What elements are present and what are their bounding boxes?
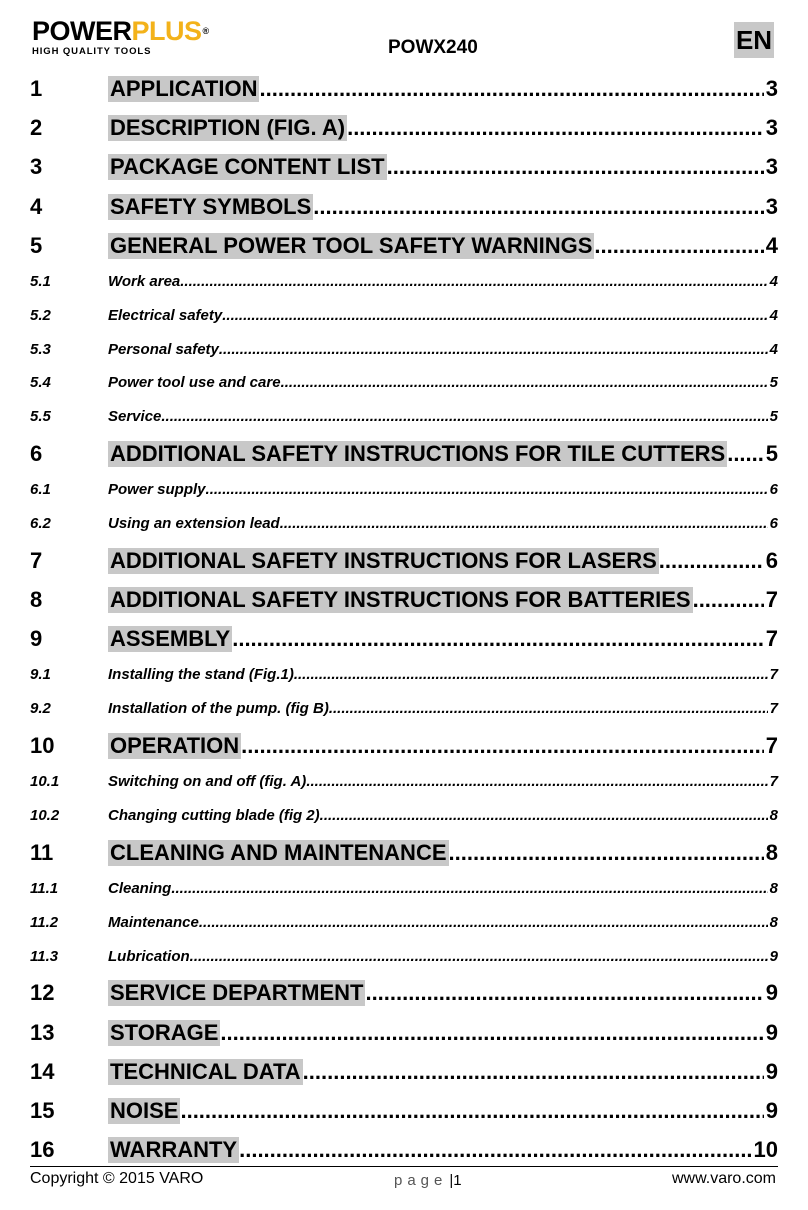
toc-entry-page: 7: [765, 626, 778, 652]
toc-entry-page: 7: [769, 700, 778, 718]
language-badge: EN: [734, 22, 774, 58]
toc-entry-page: 4: [769, 273, 778, 290]
toc-entry-title[interactable]: Installing the stand (Fig.1): [108, 666, 294, 684]
toc-section-row[interactable]: [30, 945, 778, 967]
toc-entry-page: 3: [765, 115, 778, 141]
toc-entry-page: 3: [765, 193, 778, 219]
toc-dot-leader: [594, 233, 763, 259]
toc-dot-leader: [306, 772, 767, 792]
toc-entry-number: 3: [30, 154, 43, 180]
toc-dot-leader: [206, 480, 768, 500]
toc-entry-title[interactable]: APPLICATION: [110, 76, 258, 101]
toc-dot-leader: [347, 115, 764, 141]
toc-entry-page: 6: [765, 547, 778, 573]
toc-dot-leader: [281, 373, 768, 393]
toc-section-row[interactable]: [30, 770, 778, 792]
toc-dot-leader: [365, 980, 763, 1006]
toc-entry-number: 6.1: [30, 481, 51, 499]
toc-entry-page: 4: [769, 340, 778, 358]
model-number: POWX240: [388, 37, 478, 58]
toc-entry-number: 5.4: [30, 374, 51, 392]
toc-chapter-row[interactable]: [30, 439, 778, 467]
toc-entry-title[interactable]: STORAGE: [110, 1019, 219, 1045]
toc-section-row[interactable]: [30, 338, 778, 360]
toc-chapter-row[interactable]: [30, 838, 778, 866]
toc-entry-title[interactable]: Service: [108, 408, 162, 426]
toc-chapter-row[interactable]: [30, 231, 778, 259]
toc-entry-page: 8: [765, 839, 778, 865]
toc-entry-page: 6: [769, 481, 778, 499]
toc-entry-title[interactable]: ADDITIONAL SAFETY INSTRUCTIONS FOR TILE CUTTERS: [110, 441, 726, 466]
copyright-notice: Copyright © 2015 VARO: [30, 1170, 204, 1187]
toc-chapter-row[interactable]: [30, 585, 778, 613]
toc-entry-number: 9.2: [30, 700, 51, 718]
toc-entry-page: 8: [769, 913, 778, 931]
toc-entry-page: 6: [769, 515, 778, 532]
toc-entry-title[interactable]: ASSEMBLY: [110, 626, 231, 652]
toc-entry-number: 1: [30, 76, 43, 101]
toc-entry-number: 5.2: [30, 306, 51, 324]
toc-entry-title[interactable]: Work area: [108, 273, 181, 290]
toc-entry-number: 9: [30, 626, 43, 652]
toc-section-row[interactable]: [30, 371, 778, 393]
toc-chapter-row[interactable]: [30, 1018, 778, 1046]
toc-section-row[interactable]: [30, 270, 778, 292]
toc-entry-title[interactable]: TECHNICAL DATA: [110, 1058, 301, 1084]
toc-entry-number: 11.2: [30, 913, 59, 931]
toc-entry-number: 10.2: [30, 807, 60, 824]
toc-entry-page: 7: [769, 773, 778, 791]
toc-entry-number: 4: [30, 193, 43, 219]
toc-entry-title[interactable]: Cleaning: [108, 880, 172, 897]
logo-registered-mark: ®: [202, 26, 209, 36]
toc-entry-number: 11.3: [30, 947, 59, 965]
toc-entry-page: 7: [769, 666, 778, 684]
toc-entry-number: 6: [30, 441, 43, 466]
logo-power-text: POWER: [32, 16, 132, 46]
toc-entry-title[interactable]: Electrical safety: [108, 306, 223, 324]
toc-entry-title[interactable]: Personal safety: [108, 340, 219, 358]
toc-entry-title[interactable]: GENERAL POWER TOOL SAFETY WARNINGS: [110, 232, 593, 258]
toc-dot-leader: [241, 733, 764, 759]
toc-dot-leader: [449, 840, 764, 866]
toc-entry-page: 8: [769, 807, 778, 824]
toc-entry-page: 5: [769, 374, 778, 392]
toc-chapter-row[interactable]: [30, 978, 778, 1006]
toc-entry-title[interactable]: Lubrication: [108, 947, 190, 965]
toc-entry-title[interactable]: CLEANING AND MAINTENANCE: [110, 839, 447, 865]
toc-entry-title[interactable]: Power tool use and care: [108, 374, 281, 392]
toc-entry-title[interactable]: WARRANTY: [110, 1137, 238, 1163]
toc-dot-leader: [220, 1020, 763, 1046]
toc-dot-leader: [219, 340, 768, 360]
logo-tagline: HIGH QUALITY TOOLS: [32, 46, 152, 57]
toc-entry-number: 5.1: [30, 273, 51, 290]
toc-dot-leader: [161, 407, 767, 427]
toc-section-row[interactable]: [30, 697, 778, 719]
toc-dot-leader: [222, 306, 767, 326]
toc-entry-page: 3: [765, 76, 778, 101]
toc-entry-title[interactable]: DESCRIPTION (FIG. A): [110, 115, 346, 141]
page-footer: [30, 1170, 778, 1194]
toc-entry-title[interactable]: ADDITIONAL SAFETY INSTRUCTIONS FOR LASERS: [110, 547, 657, 573]
toc-entry-title[interactable]: SAFETY SYMBOLS: [110, 193, 312, 219]
toc-dot-leader: [303, 1059, 764, 1085]
toc-dot-leader: [180, 1098, 763, 1124]
toc-entry-number: 7: [30, 547, 43, 573]
toc-entry-page: 9: [765, 980, 778, 1006]
toc-entry-title[interactable]: SERVICE DEPARTMENT: [110, 980, 364, 1006]
toc-entry-title[interactable]: OPERATION: [110, 733, 240, 758]
footer-divider: [30, 1166, 778, 1167]
toc-chapter-row[interactable]: [30, 546, 778, 574]
toc-entry-number: 8: [30, 587, 43, 612]
page-indicator: [394, 1172, 462, 1189]
toc-section-row[interactable]: [30, 512, 778, 534]
powerplus-logo: [32, 18, 252, 58]
toc-entry-number: 5.3: [30, 340, 51, 358]
toc-entry-number: 5.5: [30, 408, 51, 426]
toc-dot-leader: [659, 548, 764, 574]
toc-entry-title[interactable]: Maintenance: [108, 913, 199, 931]
toc-entry-title[interactable]: PACKAGE CONTENT LIST: [110, 154, 385, 180]
page-label: page: [394, 1172, 448, 1189]
toc-entry-title[interactable]: Installation of the pump. (fig B): [108, 700, 329, 718]
toc-dot-leader: [259, 76, 763, 102]
page-header: [0, 0, 808, 70]
toc-entry-number: 14: [30, 1058, 55, 1084]
toc-entry-page: 9: [769, 947, 778, 965]
toc-entry-number: 9.1: [30, 666, 51, 684]
toc-section-row[interactable]: [30, 804, 778, 826]
toc-dot-leader: [329, 699, 768, 719]
toc-entry-number: 10: [30, 733, 55, 758]
toc-dot-leader: [313, 194, 763, 220]
toc-entry-title[interactable]: Power supply: [108, 481, 206, 499]
toc-dot-leader: [280, 514, 768, 534]
toc-chapter-row[interactable]: [30, 731, 778, 759]
toc-dot-leader: [199, 913, 768, 933]
toc-dot-leader: [239, 1137, 751, 1163]
toc-entry-page: 7: [765, 733, 778, 758]
toc-chapter-row[interactable]: [30, 624, 778, 652]
toc-section-row[interactable]: [30, 304, 778, 326]
toc-dot-leader: [180, 272, 767, 292]
toc-entry-number: 13: [30, 1019, 55, 1045]
toc-chapter-row[interactable]: [30, 152, 778, 180]
toc-entry-number: 2: [30, 115, 43, 141]
toc-section-row[interactable]: [30, 405, 778, 427]
toc-entry-page: 4: [769, 306, 778, 324]
toc-dot-leader: [294, 665, 768, 685]
toc-entry-number: 11: [30, 839, 54, 865]
toc-entry-number: 11.1: [30, 880, 59, 897]
page-number: 1: [453, 1172, 462, 1189]
toc-entry-number: 10.1: [30, 773, 60, 791]
toc-entry-page: 7: [765, 587, 778, 612]
toc-entry-number: 15: [30, 1098, 55, 1123]
logo-plus-text: PLUS: [131, 16, 202, 46]
toc-chapter-row[interactable]: [30, 1057, 778, 1085]
toc-entry-page: 3: [765, 154, 778, 180]
toc-section-row[interactable]: [30, 478, 778, 500]
toc-dot-leader: [232, 626, 764, 652]
toc-entry-number: 5: [30, 232, 43, 258]
toc-entry-page: 10: [753, 1137, 778, 1163]
toc-entry-number: 6.2: [30, 515, 51, 532]
toc-entry-title[interactable]: Using an extension lead: [108, 515, 280, 532]
toc-section-row[interactable]: [30, 663, 778, 685]
website-url: www.varo.com: [671, 1170, 776, 1187]
toc-entry-page: 9: [765, 1058, 778, 1084]
toc-section-row[interactable]: [30, 877, 778, 899]
toc-section-row[interactable]: [30, 911, 778, 933]
toc-chapter-row[interactable]: [30, 74, 778, 102]
toc-entry-title[interactable]: NOISE: [110, 1098, 179, 1123]
toc-chapter-row[interactable]: [30, 1096, 778, 1124]
toc-dot-leader: [190, 947, 768, 967]
toc-entry-page: 8: [769, 880, 778, 897]
toc-entry-page: 5: [765, 441, 778, 466]
toc-dot-leader: [727, 441, 764, 467]
toc-entry-page: 9: [765, 1019, 778, 1045]
toc-dot-leader: [693, 587, 764, 613]
toc-entry-number: 12: [30, 980, 55, 1006]
toc-entry-page: 9: [765, 1098, 778, 1123]
toc-chapter-row[interactable]: [30, 113, 778, 141]
toc-chapter-row[interactable]: [30, 192, 778, 220]
toc-dot-leader: [171, 879, 767, 899]
toc-entry-number: 16: [30, 1137, 55, 1163]
toc-entry-title[interactable]: Changing cutting blade (fig 2): [108, 807, 320, 824]
page-separator: |: [449, 1172, 454, 1189]
toc-entry-page: 5: [769, 408, 778, 426]
toc-entry-page: 4: [765, 232, 778, 258]
toc-entry-title[interactable]: ADDITIONAL SAFETY INSTRUCTIONS FOR BATTERIES: [110, 587, 691, 612]
toc-dot-leader: [320, 806, 768, 826]
toc-dot-leader: [387, 154, 764, 180]
toc-chapter-row[interactable]: [30, 1135, 778, 1163]
toc-entry-title[interactable]: Switching on and off (fig. A): [108, 773, 307, 791]
